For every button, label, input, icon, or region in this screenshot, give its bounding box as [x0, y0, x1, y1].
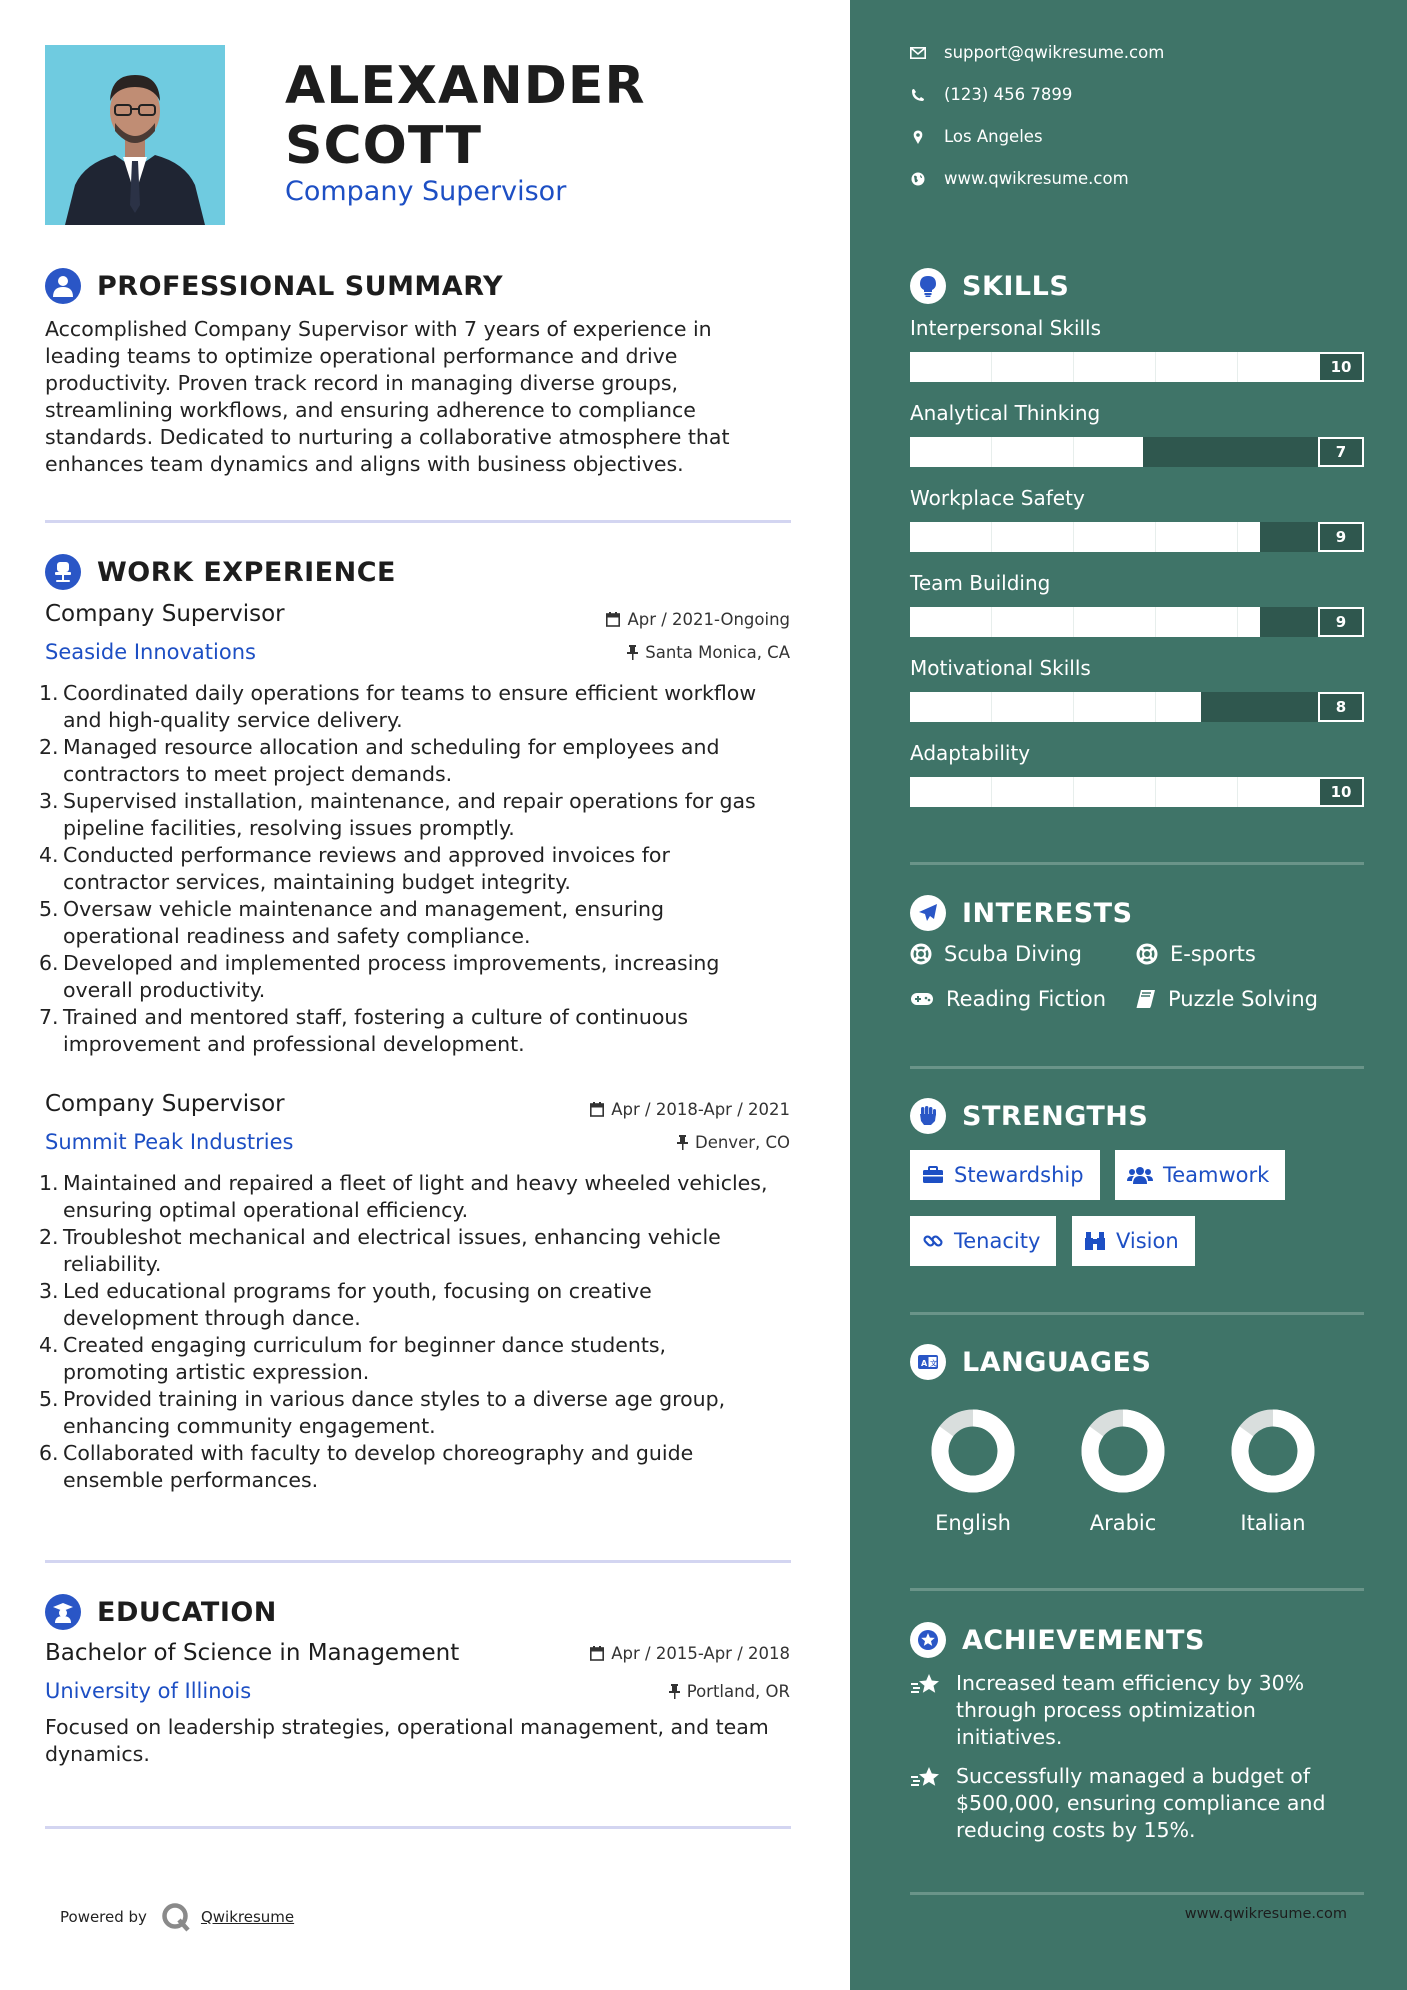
job-2-location	[677, 1133, 790, 1152]
summary-line: enhances team dynamics and aligns with business objectives.	[45, 452, 684, 476]
life-ring-icon	[910, 943, 932, 965]
gamepad-icon	[910, 991, 934, 1007]
achievement-item: Successfully managed a budget of $500,000, ensuring compliance and reducing costs by 15%.	[910, 1763, 1325, 1844]
divider	[910, 1892, 1364, 1895]
profile-photo	[45, 45, 225, 225]
skill-level: 9	[1318, 522, 1364, 552]
job-2-title: Company Supervisor	[45, 1091, 285, 1117]
language-ring	[931, 1409, 1015, 1493]
star-badge-icon	[910, 1622, 946, 1658]
education-location-text: Portland, OR	[686, 1682, 790, 1701]
divider	[45, 1826, 791, 1829]
footer-website[interactable]: www.qwikresume.com	[1184, 1906, 1347, 1922]
list-item: Developed and implemented process improvements, increasing overall productivity.	[63, 951, 720, 1002]
name-line-1: ALEXANDER	[285, 56, 646, 116]
email-text: support@qwikresume.com	[944, 43, 1165, 62]
skill-fill	[910, 437, 1143, 467]
divider	[910, 1588, 1364, 1591]
list-item: Trained and mentored staff, fostering a culture of continuous improvement and professional development.	[63, 1005, 689, 1056]
interests-heading: INTERESTS	[962, 897, 1133, 929]
skill-label: Adaptability	[910, 741, 1031, 765]
skill-level: 7	[1318, 437, 1364, 467]
experience-section-header	[45, 554, 396, 590]
job-1-bullets	[35, 680, 795, 1058]
name-line-2: SCOTT	[285, 116, 482, 176]
language-label: English	[935, 1511, 1011, 1535]
calendar-icon	[606, 612, 620, 627]
summary-line: productivity. Proven track record in managing diverse groups,	[45, 371, 679, 395]
list-item: Supervised installation, maintenance, and repair operations for gas pipeline facilities, resolving issues promptly.	[63, 789, 756, 840]
pin-icon	[627, 645, 638, 660]
skill-label: Motivational Skills	[910, 656, 1091, 680]
skill-bar	[910, 352, 1364, 382]
strength-chip: Vision	[1072, 1216, 1195, 1266]
interest-item: Scuba Diving	[910, 942, 1082, 966]
skill-fill	[910, 777, 1318, 807]
list-item: Led educational programs for youth, focusing on creative development through dance.	[63, 1279, 652, 1330]
strength-chip: Stewardship	[910, 1150, 1100, 1200]
education-degree: Bachelor of Science in Management	[45, 1640, 460, 1666]
skill-fill	[910, 352, 1318, 382]
language-label: Italian	[1240, 1511, 1306, 1535]
skill-label: Team Building	[910, 571, 1051, 595]
achievement-item: Increased team efficiency by 30% through process optimization initiatives.	[910, 1670, 1304, 1751]
interest-item: Reading Fiction	[910, 987, 1106, 1011]
job-2-bullets	[35, 1170, 795, 1494]
svg-text:A: A	[921, 1359, 928, 1368]
job-1-title: Company Supervisor	[45, 601, 285, 627]
summary-line: standards. Dedicated to nurturing a collaborative atmosphere that	[45, 425, 730, 449]
graduate-icon	[45, 1594, 81, 1630]
contact-email[interactable]	[910, 43, 1164, 62]
skill-bar	[910, 692, 1364, 722]
education-heading: EDUCATION	[97, 1596, 277, 1628]
skill-label: Interpersonal Skills	[910, 316, 1102, 340]
strength-chip: Tenacity	[910, 1216, 1056, 1266]
divider	[910, 1312, 1364, 1315]
fist-icon	[910, 1098, 946, 1134]
language-icon	[910, 1344, 946, 1380]
skill-level: 9	[1318, 607, 1364, 637]
pin-icon	[669, 1684, 680, 1699]
job-2-company: Summit Peak Industries	[45, 1130, 294, 1154]
education-description: Focused on leadership strategies, operational management, and team dynamics.	[45, 1715, 769, 1766]
skill-bar	[910, 777, 1364, 807]
achievements-heading: ACHIEVEMENTS	[962, 1624, 1205, 1656]
job-2-dates	[590, 1100, 790, 1119]
life-ring-icon	[1136, 943, 1158, 965]
job-1-company: Seaside Innovations	[45, 640, 256, 664]
languages-section-header	[910, 1344, 1151, 1380]
summary-line: Accomplished Company Supervisor with 7 years of experience in	[45, 317, 712, 341]
skill-fill	[910, 607, 1260, 637]
job-dates-text: Apr / 2021-Ongoing	[627, 610, 790, 629]
strengths-heading: STRENGTHS	[962, 1100, 1149, 1132]
envelope-icon	[910, 47, 926, 59]
contact-location	[910, 127, 1043, 146]
list-item: Coordinated daily operations for teams to ensure efficient workflow and high-quality service delivery.	[63, 681, 757, 732]
education-school: University of Illinois	[45, 1679, 252, 1703]
link-icon	[922, 1230, 944, 1252]
list-item: Managed resource allocation and scheduling for employees and contractors to meet project demands.	[63, 735, 720, 786]
globe-icon	[911, 172, 925, 186]
divider	[910, 862, 1364, 865]
book-icon	[1136, 989, 1156, 1009]
list-item: Created engaging curriculum for beginner dance students, promoting artistic expression.	[63, 1333, 667, 1384]
website-text: www.qwikresume.com	[944, 169, 1129, 188]
list-item: Collaborated with faculty to develop choreography and guide ensemble performances.	[63, 1441, 694, 1492]
skill-bar	[910, 607, 1364, 637]
map-marker-icon	[913, 130, 923, 144]
job-dates-text: Apr / 2018-Apr / 2021	[611, 1100, 790, 1119]
contact-phone[interactable]	[910, 85, 1072, 104]
education-location	[669, 1682, 790, 1701]
language-ring	[1081, 1409, 1165, 1493]
paper-plane-icon	[910, 895, 946, 931]
skill-fill	[910, 522, 1260, 552]
skill-label: Workplace Safety	[910, 486, 1085, 510]
job-location-text: Santa Monica, CA	[645, 643, 790, 662]
binoculars-icon	[1084, 1231, 1106, 1251]
job-1-location	[627, 643, 790, 662]
contact-website[interactable]	[910, 169, 1129, 188]
education-dates-text: Apr / 2015-Apr / 2018	[611, 1644, 790, 1663]
list-item: Troubleshot mechanical and electrical issues, enhancing vehicle reliability.	[63, 1225, 721, 1276]
languages-heading: LANGUAGES	[962, 1346, 1152, 1378]
divider	[45, 1560, 791, 1563]
sidebar	[850, 0, 1407, 1990]
skills-section-header	[910, 268, 1069, 304]
lightbulb-icon	[910, 268, 946, 304]
powered-by-label: Powered by	[60, 1908, 147, 1926]
interest-item: E-sports	[1136, 942, 1256, 966]
office-chair-icon	[45, 554, 81, 590]
skill-label: Analytical Thinking	[910, 401, 1101, 425]
summary-text	[45, 316, 785, 478]
qwikresume-logo-icon	[161, 1902, 191, 1932]
qwikresume-link[interactable]: Qwikresume	[200, 1908, 295, 1926]
briefcase-icon	[922, 1166, 944, 1184]
divider	[910, 1066, 1364, 1069]
interest-item: Puzzle Solving	[1136, 987, 1318, 1011]
calendar-icon	[590, 1646, 604, 1661]
summary-heading: PROFESSIONAL SUMMARY	[97, 270, 504, 302]
job-location-text: Denver, CO	[694, 1133, 790, 1152]
user-circle-icon	[45, 268, 81, 304]
skill-level: 10	[1318, 777, 1364, 807]
experience-heading: WORK EXPERIENCE	[97, 556, 396, 588]
pin-icon	[677, 1135, 688, 1150]
strength-chip: Teamwork	[1115, 1150, 1285, 1200]
users-icon	[1127, 1166, 1153, 1184]
summary-line: leading teams to optimize operational performance and drive	[45, 344, 678, 368]
calendar-icon	[590, 1102, 604, 1117]
summary-section-header	[45, 268, 503, 304]
phone-icon	[911, 88, 925, 102]
list-item: Conducted performance reviews and approved invoices for contractor services, maintaining budget integrity.	[63, 843, 670, 894]
skill-bar	[910, 437, 1364, 467]
strengths-section-header	[910, 1098, 1148, 1134]
powered-by	[60, 1902, 294, 1932]
skill-level: 8	[1318, 692, 1364, 722]
skill-level: 10	[1318, 352, 1364, 382]
skill-fill	[910, 692, 1201, 722]
skill-bar	[910, 522, 1364, 552]
list-item: Provided training in various dance styles to a diverse age group, enhancing community engagement.	[63, 1387, 726, 1438]
education-dates	[590, 1644, 790, 1663]
job-title: Company Supervisor	[285, 176, 567, 207]
shooting-star-icon	[910, 1765, 942, 1791]
language-ring	[1231, 1409, 1315, 1493]
skills-heading: SKILLS	[962, 270, 1070, 302]
language-label: Arabic	[1089, 1511, 1157, 1535]
list-item: Oversaw vehicle maintenance and management, ensuring operational readiness and safety compliance.	[63, 897, 665, 948]
list-item: Maintained and repaired a fleet of light and heavy wheeled vehicles, ensuring optimal operational efficiency.	[63, 1171, 768, 1222]
summary-line: streamlining workflows, and ensuring adherence to compliance	[45, 398, 696, 422]
job-1-dates	[606, 610, 790, 629]
shooting-star-icon	[910, 1672, 942, 1698]
candidate-name	[285, 56, 645, 176]
svg-text:文: 文	[930, 1359, 937, 1368]
interests-section-header	[910, 895, 1133, 931]
divider	[45, 520, 791, 523]
phone-text: (123) 456 7899	[944, 85, 1073, 104]
location-text: Los Angeles	[944, 127, 1043, 146]
education-section-header	[45, 1594, 277, 1630]
achievements-section-header	[910, 1622, 1205, 1658]
